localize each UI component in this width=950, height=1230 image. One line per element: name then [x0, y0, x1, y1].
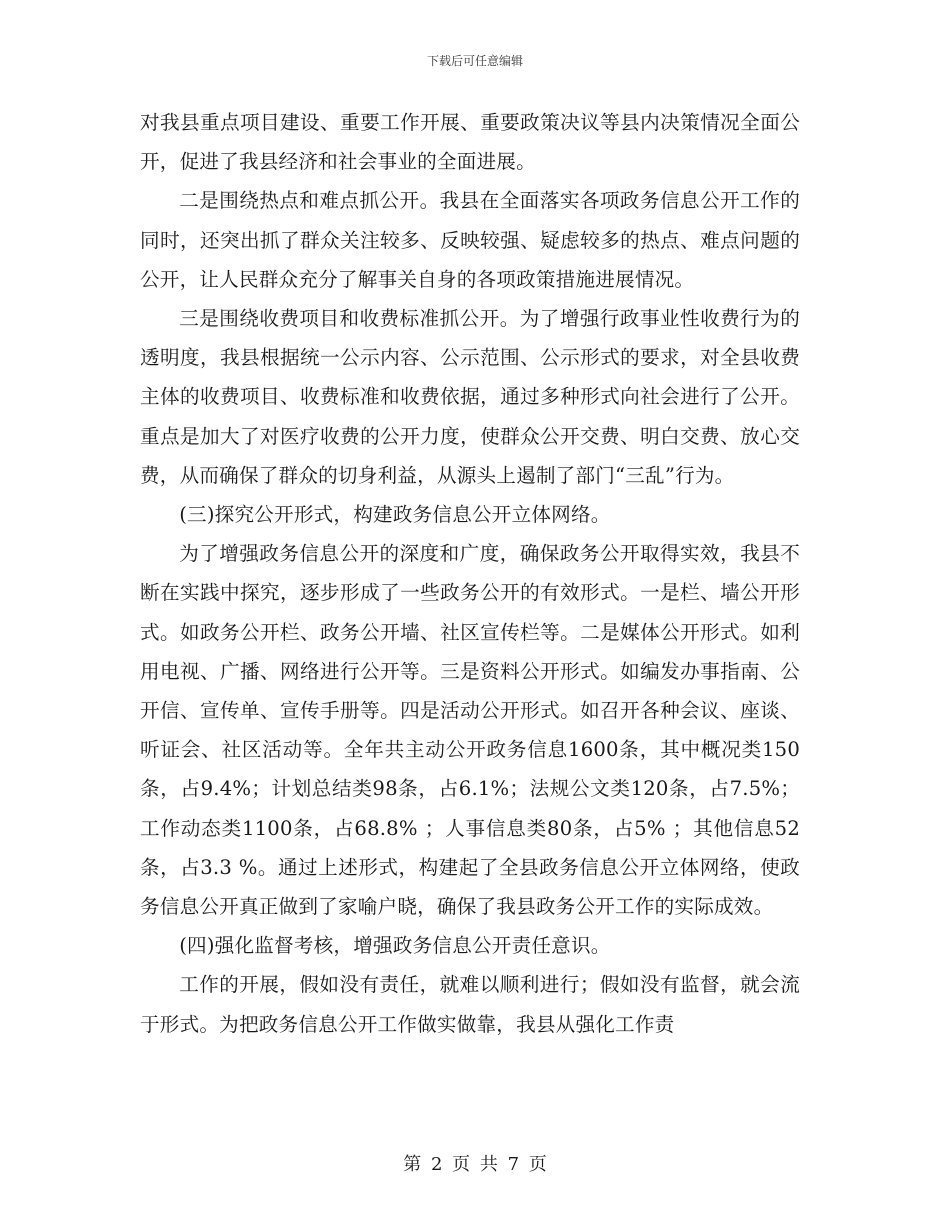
document-body — [140, 103, 800, 1044]
paragraph: 对我县重点项目建设、重要工作开展、重要政策决议等县内决策情况全面公开，促进了我县经济和社会事业的全面进展。 — [140, 111, 800, 174]
section-heading: (三)探究公开形式，构建政务信息公开立体网络。 — [179, 503, 611, 527]
page-header: 下载后可任意编辑 — [426, 54, 523, 68]
paragraph: 工作的开展，假如没有责任，就难以顺利进行；假如没有监督，就会流于形式。为把政务信息公开工作做实做靠，我县从强化工作责 — [140, 973, 800, 1036]
section-heading: (四)强化监督考核，增强政务信息公开责任意识。 — [179, 934, 611, 958]
page-number-footer: 第 2 页 共 7 页 — [403, 1154, 547, 1175]
paragraph: 二是围绕热点和难点抓公开。我县在全面落实各项政务信息公开工作的同时，还突出抓了群众关注较多、反映较强、疑虑较多的热点、难点问题的公开，让人民群众充分了解事关自身的各项政策措施进展情况。 — [140, 189, 800, 291]
paragraph: 为了增强政务信息公开的深度和广度，确保政务公开取得实效，我县不断在实践中探究，逐步形成了一些政务公开的有效形式。一是栏、墙公开形式。如政务公开栏、政务公开墙、社区宣传栏等。二是媒体公开形式。如利用电视、广播、网络进行公开等。三是资料公开形式。如编发办事指南、公开信、宣传单、宣传手册等。四是活动公开形式。如召开各种会议、座谈、听证会、社区活动等。全年共主动公开政务信息1600条，其中概况类150条，占9.4%；计划总结类98条，占6.1%；法规公文类120条，占7.5%；工作动态类1100条，占68.8% ；人事信息类80条，占5% ；其他信息52条，占3.3 %。通过上述形式，构建起了全县政务信息公开立体网络，使政务信息公开真正做到了家喻户晓，确保了我县政务公开工作的实际成效。 — [140, 542, 800, 919]
paragraph: 三是围绕收费项目和收费标准抓公开。为了增强行政事业性收费行为的透明度，我县根据统一公示内容、公示范围、公示形式的要求，对全县收费主体的收费项目、收费标准和收费依据，通过多种形式向社会进行了公开。重点是加大了对医疗收费的公开力度，使群众公开交费、明白交费、放心交费，从而确保了群众的切身利益，从源头上遏制了部门“三乱”行为。 — [140, 307, 800, 487]
